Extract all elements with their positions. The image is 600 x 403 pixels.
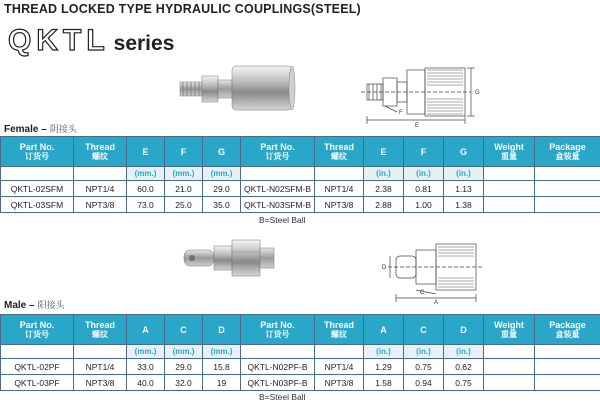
- dim-d-label: D: [382, 265, 387, 271]
- column-header-label: Package: [549, 319, 586, 330]
- column-header-label: F: [180, 146, 187, 157]
- table-cell: 0.94: [404, 375, 444, 391]
- table-row: [1, 181, 600, 197]
- column-header: [203, 137, 241, 167]
- column-header: [484, 315, 535, 345]
- table-cell: QKTL-N03SFM-B: [241, 197, 315, 213]
- column-header: [203, 315, 241, 345]
- table-cell: NPT3/8: [74, 375, 127, 391]
- column-header: [241, 137, 315, 167]
- column-header-label: Part No.: [260, 319, 295, 330]
- female-hex: [202, 76, 218, 102]
- unit-cell: [1, 345, 74, 359]
- unit-cell: (mm.): [165, 345, 203, 359]
- column-header-label: Thread: [84, 141, 115, 152]
- column-header-label-cn: 盒装量: [555, 151, 580, 161]
- column-header-label-cn: 订货号: [25, 151, 49, 161]
- series-heading: [8, 24, 174, 58]
- column-header: [127, 315, 165, 345]
- unit-cell: (in.): [404, 345, 444, 359]
- page-title: THREAD LOCKED TYPE HYDRAULIC COUPLINGS(STEEL): [4, 2, 361, 16]
- dim-g-label: G: [475, 90, 480, 96]
- unit-cell: [315, 167, 364, 181]
- unit-cell: (in.): [404, 167, 444, 181]
- table-cell: QKTL-03SFM: [1, 197, 74, 213]
- column-header: [444, 315, 484, 345]
- table-cell: 21.0: [165, 181, 203, 197]
- table-cell: QKTL-03PF: [1, 375, 74, 391]
- column-header-label: C: [180, 324, 187, 335]
- female-coupling-photo: [178, 58, 296, 116]
- unit-cell: [315, 345, 364, 359]
- units-row: [1, 345, 600, 359]
- table-row: [1, 375, 600, 391]
- dim-c-label: C: [420, 290, 425, 296]
- unit-cell: [74, 345, 127, 359]
- column-header: [404, 137, 444, 167]
- column-header: [165, 137, 203, 167]
- table-cell: 1.00: [404, 197, 444, 213]
- column-header-label: Weight: [494, 141, 524, 152]
- unit-cell: [1, 167, 74, 181]
- table-cell: [484, 197, 535, 213]
- female-thread: [180, 82, 202, 96]
- table-cell: NPT1/4: [315, 359, 364, 375]
- male-hex: [232, 240, 260, 276]
- unit-cell: [241, 167, 315, 181]
- male-drawing: [380, 238, 500, 304]
- unit-cell: [484, 167, 535, 181]
- table-cell: 33.0: [127, 359, 165, 375]
- unit-cell: [535, 167, 600, 181]
- table-cell: 29.0: [165, 359, 203, 375]
- table-cell: [484, 359, 535, 375]
- column-header: [364, 315, 404, 345]
- column-header: [535, 315, 600, 345]
- column-header-label-cn: 重量: [501, 329, 517, 339]
- column-header: [535, 137, 600, 167]
- unit-cell: [74, 167, 127, 181]
- unit-cell: (mm.): [203, 167, 241, 181]
- header-row: [1, 315, 600, 345]
- column-header-label: D: [460, 324, 467, 335]
- table-row: [1, 197, 600, 213]
- column-header-label: F: [420, 146, 427, 157]
- table-cell: NPT1/4: [315, 181, 364, 197]
- male-spec-table: [0, 314, 600, 391]
- table-cell: 1.29: [364, 359, 404, 375]
- table-cell: 0.75: [404, 359, 444, 375]
- female-sleeve: [232, 66, 292, 110]
- table-cell: 29.0: [203, 181, 241, 197]
- column-header: [444, 137, 484, 167]
- table-cell: [535, 375, 600, 391]
- series-code: QKTL: [8, 24, 110, 57]
- unit-cell: [484, 345, 535, 359]
- column-header: [241, 315, 315, 345]
- column-header: [165, 315, 203, 345]
- column-header-label-cn: 订货号: [265, 151, 290, 161]
- column-header: [1, 137, 74, 167]
- female-note: B=Steel Ball: [259, 215, 306, 225]
- column-header-label: Part No.: [19, 319, 55, 330]
- table-cell: 19: [203, 375, 241, 391]
- column-header: [127, 137, 165, 167]
- column-header: [484, 137, 535, 167]
- table-cell: 1.13: [444, 181, 484, 197]
- table-cell: 73.0: [127, 197, 165, 213]
- unit-cell: [241, 345, 315, 359]
- column-header-label: E: [380, 146, 387, 157]
- column-header-label-cn: 盒装量: [555, 329, 580, 339]
- table-cell: [484, 181, 535, 197]
- male-coupling-photo: [180, 236, 280, 282]
- female-spec-table: [0, 136, 600, 213]
- unit-cell: (in.): [364, 345, 404, 359]
- unit-cell: (in.): [444, 345, 484, 359]
- table-cell: [535, 181, 600, 197]
- table-cell: 60.0: [127, 181, 165, 197]
- column-header-label-cn: 螺纹: [92, 329, 108, 339]
- column-header: [404, 315, 444, 345]
- series-suffix: series: [113, 32, 175, 55]
- dim-f-label: F: [399, 110, 403, 116]
- table-cell: 1.38: [444, 197, 484, 213]
- column-header-label: E: [142, 146, 149, 157]
- table-row: [1, 359, 600, 375]
- column-header-label: A: [380, 324, 387, 335]
- table-cell: QKTL-02SFM: [1, 181, 74, 197]
- column-header-label-cn: 螺纹: [92, 151, 108, 161]
- column-header-label: Thread: [323, 319, 354, 330]
- column-header-label: Weight: [494, 319, 524, 330]
- header-row: [1, 137, 600, 167]
- table-cell: 25.0: [165, 197, 203, 213]
- units-row: [1, 167, 600, 181]
- table-cell: 0.81: [404, 181, 444, 197]
- table-cell: QKTL-02PF: [1, 359, 74, 375]
- column-header-label-cn: 订货号: [265, 329, 290, 339]
- table-cell: NPT1/4: [74, 181, 127, 197]
- table-cell: 2.88: [364, 197, 404, 213]
- column-header-label: D: [218, 324, 225, 335]
- table-cell: QKTL-N02SFM-B: [241, 181, 315, 197]
- unit-cell: [535, 345, 600, 359]
- table-cell: QKTL-N02PF-B: [241, 359, 315, 375]
- column-header: [74, 137, 127, 167]
- table-cell: NPT3/8: [315, 197, 364, 213]
- unit-cell: (mm.): [165, 167, 203, 181]
- column-header-label: Thread: [84, 319, 115, 330]
- column-header-label: G: [217, 146, 225, 157]
- table-cell: 0.62: [444, 359, 484, 375]
- table-cell: 35.0: [203, 197, 241, 213]
- female-drawing: [355, 62, 505, 128]
- male-section-label: Male – 阳接头: [4, 300, 65, 311]
- table-cell: NPT1/4: [74, 359, 127, 375]
- column-header: [315, 137, 364, 167]
- column-header-label-cn: 螺纹: [331, 151, 347, 161]
- column-header-label-cn: 螺纹: [331, 329, 347, 339]
- unit-cell: (mm.): [127, 167, 165, 181]
- column-header-label-cn: 重量: [501, 151, 517, 161]
- table-cell: 0.75: [444, 375, 484, 391]
- column-header: [74, 315, 127, 345]
- column-header-label: G: [459, 146, 467, 157]
- column-header-label: Thread: [323, 141, 354, 152]
- column-header-label: A: [142, 324, 149, 335]
- unit-cell: (in.): [364, 167, 404, 181]
- unit-cell: (mm.): [127, 345, 165, 359]
- column-header-label: Package: [549, 141, 586, 152]
- table-cell: [484, 375, 535, 391]
- column-header-label: C: [420, 324, 427, 335]
- table-cell: 40.0: [127, 375, 165, 391]
- dim-e-label: E: [415, 123, 420, 128]
- column-header: [364, 137, 404, 167]
- table-cell: NPT3/8: [74, 197, 127, 213]
- column-header-label: Part No.: [260, 141, 295, 152]
- unit-cell: (in.): [444, 167, 484, 181]
- male-note: B=Steel Ball: [259, 392, 306, 402]
- table-cell: 1.58: [364, 375, 404, 391]
- dim-a-label: A: [434, 300, 439, 304]
- table-cell: 32.0: [165, 375, 203, 391]
- table-cell: 2.38: [364, 181, 404, 197]
- column-header-label-cn: 订货号: [25, 329, 49, 339]
- column-header-label: Part No.: [19, 141, 55, 152]
- table-cell: QKTL-N03PF-B: [241, 375, 315, 391]
- table-cell: [535, 197, 600, 213]
- unit-cell: (mm.): [203, 345, 241, 359]
- female-section-label: Female – 阴接头: [4, 124, 77, 135]
- table-cell: 15.8: [203, 359, 241, 375]
- column-header: [315, 315, 364, 345]
- table-cell: [535, 359, 600, 375]
- table-cell: NPT3/8: [315, 375, 364, 391]
- column-header: [1, 315, 74, 345]
